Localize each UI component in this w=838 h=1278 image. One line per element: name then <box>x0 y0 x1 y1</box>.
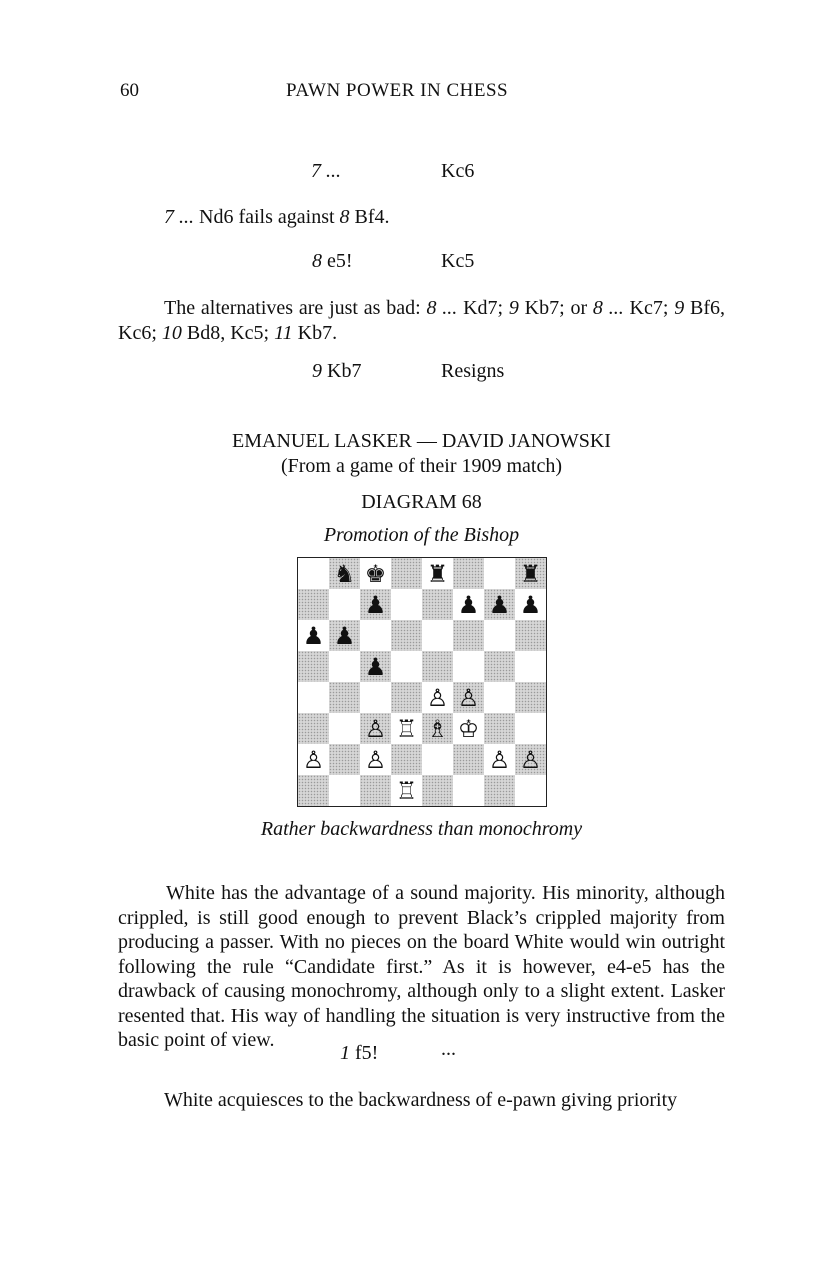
note-1 <box>164 205 390 230</box>
square-a4 <box>298 682 329 713</box>
note-num: 9 <box>508 297 519 319</box>
square-b6: ♟ <box>329 620 360 651</box>
final-paragraph: White acquiesces to the backwardness of e-pawn giving priority <box>164 1089 678 1111</box>
square-b5 <box>329 651 360 682</box>
square-d3: ♖ <box>391 713 422 744</box>
square-g6 <box>484 620 515 651</box>
square-b2 <box>329 744 360 775</box>
square-a8 <box>298 558 329 589</box>
move-1-white <box>340 1042 378 1065</box>
note-num: 9 <box>674 297 685 319</box>
square-h4 <box>515 682 546 713</box>
square-b7 <box>329 589 360 620</box>
note-num: 8 ... <box>592 297 624 319</box>
note-num: 7 ... <box>164 206 194 228</box>
move-7-number <box>311 160 341 183</box>
square-d6 <box>391 620 422 651</box>
move-number: 1 <box>340 1042 350 1064</box>
square-f7: ♟ <box>453 589 484 620</box>
square-e4: ♙ <box>422 682 453 713</box>
square-b3 <box>329 713 360 744</box>
square-f8 <box>453 558 484 589</box>
note-text: Bd8, Kc5; <box>181 321 275 344</box>
note-text: Bf6, Kc6; <box>118 297 725 344</box>
page-number: 60 <box>120 80 139 101</box>
square-c4 <box>360 682 391 713</box>
note-num: 8 <box>339 206 350 228</box>
move-text: f5! <box>350 1042 379 1064</box>
square-e8: ♜ <box>422 558 453 589</box>
square-d4 <box>391 682 422 713</box>
square-a6: ♟ <box>298 620 329 651</box>
note-num: 11 <box>274 321 293 344</box>
square-g1 <box>484 775 515 806</box>
square-h6 <box>515 620 546 651</box>
square-e6 <box>422 620 453 651</box>
chess-diagram <box>297 557 547 807</box>
square-d7 <box>391 589 422 620</box>
square-e1 <box>422 775 453 806</box>
square-d5 <box>391 651 422 682</box>
square-e7 <box>422 589 453 620</box>
move-9-white <box>312 360 361 383</box>
square-h3 <box>515 713 546 744</box>
note-text: Kd7; <box>457 297 509 319</box>
diagram-caption: Rather backwardness than monochromy <box>260 818 583 840</box>
square-c1 <box>360 775 391 806</box>
square-f6 <box>453 620 484 651</box>
square-f1 <box>453 775 484 806</box>
note-text: Bf4. <box>349 206 390 228</box>
square-g5 <box>484 651 515 682</box>
square-a5 <box>298 651 329 682</box>
move-text: Kb7 <box>322 360 362 382</box>
note-num: 8 ... <box>426 297 458 319</box>
square-g4 <box>484 682 515 713</box>
square-b8: ♞ <box>329 558 360 589</box>
move-number: 8 <box>312 250 322 272</box>
note-text: Kb7. <box>292 321 338 344</box>
square-f5 <box>453 651 484 682</box>
square-e5 <box>422 651 453 682</box>
move-number: 9 <box>312 360 322 382</box>
square-f3: ♔ <box>453 713 484 744</box>
diagram-title: Promotion of the Bishop <box>323 524 520 546</box>
square-c2: ♙ <box>360 744 391 775</box>
note-num: 10 <box>161 321 182 344</box>
note-text: Nd6 fails against <box>194 206 340 228</box>
move-number: 7 ... <box>311 160 341 182</box>
diagram-label: DIAGRAM 68 <box>361 491 482 513</box>
square-e3: ♗ <box>422 713 453 744</box>
square-e2 <box>422 744 453 775</box>
square-d1: ♖ <box>391 775 422 806</box>
move-9-black: Resigns <box>441 360 505 382</box>
square-g7: ♟ <box>484 589 515 620</box>
square-h7: ♟ <box>515 589 546 620</box>
note-text: Kb7; or <box>518 297 593 319</box>
move-1-black: ... <box>441 1038 456 1060</box>
square-a1 <box>298 775 329 806</box>
move-text: e5! <box>322 250 353 272</box>
square-c7: ♟ <box>360 589 391 620</box>
square-g2: ♙ <box>484 744 515 775</box>
square-d8 <box>391 558 422 589</box>
square-a7 <box>298 589 329 620</box>
square-h5 <box>515 651 546 682</box>
game-players: EMANUEL LASKER — DAVID JANOWSKI <box>232 430 611 452</box>
square-h1 <box>515 775 546 806</box>
square-a3 <box>298 713 329 744</box>
square-h2: ♙ <box>515 744 546 775</box>
square-g3 <box>484 713 515 744</box>
game-source: (From a game of their 1909 match) <box>280 455 563 477</box>
square-c3: ♙ <box>360 713 391 744</box>
square-c8: ♚ <box>360 558 391 589</box>
note-text: The alternatives are just as bad: <box>164 297 427 319</box>
running-title: PAWN POWER IN CHESS <box>286 80 509 101</box>
note-2 <box>118 296 725 345</box>
square-c6 <box>360 620 391 651</box>
square-d2 <box>391 744 422 775</box>
square-h8: ♜ <box>515 558 546 589</box>
square-g8 <box>484 558 515 589</box>
square-b1 <box>329 775 360 806</box>
move-7-black: Kc6 <box>441 160 475 182</box>
square-b4 <box>329 682 360 713</box>
square-c5: ♟ <box>360 651 391 682</box>
note-text: Kc7; <box>623 297 675 319</box>
square-a2: ♙ <box>298 744 329 775</box>
square-f2 <box>453 744 484 775</box>
move-8-black: Kc5 <box>441 250 475 272</box>
square-f4: ♙ <box>453 682 484 713</box>
body-paragraph: White has the advantage of a sound majority. His minority, although crippled, is still good enough to prevent Black’s crippled majority from producing a passer. With no pieces on the board White would win outright following the rule “Candidate first.” As it is however, e4-e5 has the drawback of causing monochromy, although only to a slight extent. Lasker resented that. His way of handling the situation is very instructive from the basic point of view. <box>118 882 725 1051</box>
move-8-white <box>312 250 353 273</box>
